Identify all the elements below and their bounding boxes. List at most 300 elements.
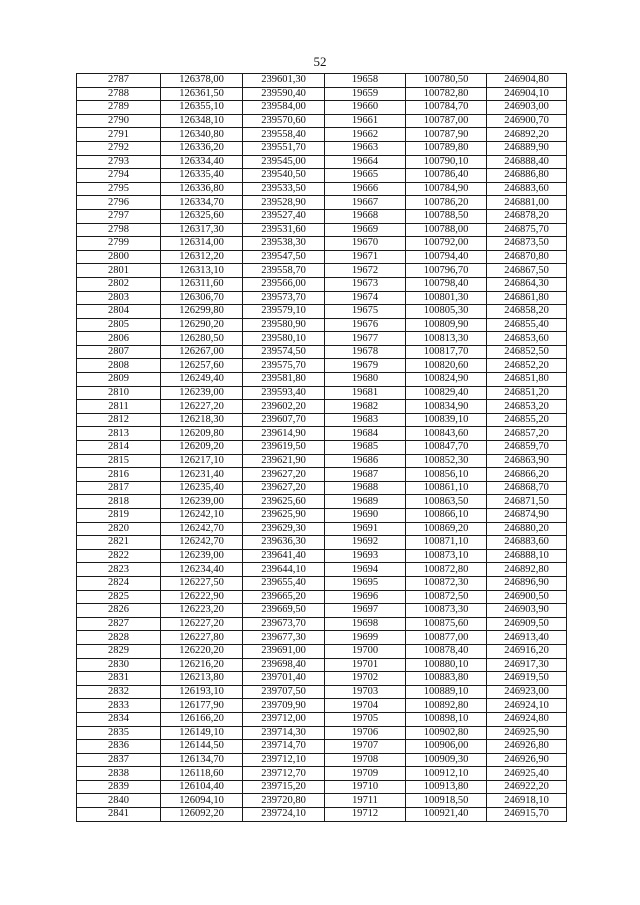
table-cell-right-y-coordinate: 246918,10	[487, 794, 567, 808]
table-cell-left-y-coordinate: 239641,40	[243, 549, 325, 563]
table-row	[77, 658, 567, 672]
table-cell-left-point-number: 2840	[77, 794, 161, 808]
table-cell-right-point-number: 19700	[325, 644, 406, 658]
table-cell-right-y-coordinate: 246903,90	[487, 604, 567, 618]
table-row	[77, 74, 567, 88]
table-cell-left-x-coordinate: 126239,00	[161, 495, 243, 509]
table-cell-right-x-coordinate: 100906,00	[406, 740, 487, 754]
table-cell-left-y-coordinate: 239579,10	[243, 305, 325, 319]
table-cell-left-point-number: 2835	[77, 726, 161, 740]
table-cell-left-x-coordinate: 126317,30	[161, 223, 243, 237]
table-cell-left-y-coordinate: 239709,90	[243, 699, 325, 713]
table-cell-right-x-coordinate: 100787,00	[406, 114, 487, 128]
table-cell-left-point-number: 2819	[77, 509, 161, 523]
table-cell-left-point-number: 2803	[77, 291, 161, 305]
table-cell-right-y-coordinate: 246880,20	[487, 522, 567, 536]
coordinates-table-body	[77, 74, 567, 822]
table-cell-right-x-coordinate: 100787,90	[406, 128, 487, 142]
table-cell-left-point-number: 2813	[77, 427, 161, 441]
table-cell-left-x-coordinate: 126361,50	[161, 87, 243, 101]
table-row	[77, 509, 567, 523]
table-cell-left-point-number: 2839	[77, 780, 161, 794]
table-cell-left-x-coordinate: 126334,40	[161, 155, 243, 169]
table-cell-right-point-number: 19668	[325, 209, 406, 223]
table-cell-right-point-number: 19703	[325, 685, 406, 699]
table-cell-right-x-coordinate: 100817,70	[406, 345, 487, 359]
table-cell-right-x-coordinate: 100788,00	[406, 223, 487, 237]
table-cell-left-x-coordinate: 126149,10	[161, 726, 243, 740]
table-cell-left-y-coordinate: 239558,70	[243, 264, 325, 278]
table-cell-left-point-number: 2830	[77, 658, 161, 672]
table-cell-right-x-coordinate: 100912,10	[406, 767, 487, 781]
table-cell-left-x-coordinate: 126325,60	[161, 209, 243, 223]
table-cell-left-x-coordinate: 126227,20	[161, 400, 243, 414]
table-cell-left-point-number: 2828	[77, 631, 161, 645]
table-cell-right-point-number: 19712	[325, 808, 406, 822]
table-cell-right-y-coordinate: 246892,80	[487, 563, 567, 577]
table-cell-left-x-coordinate: 126335,40	[161, 169, 243, 183]
table-cell-right-y-coordinate: 246892,20	[487, 128, 567, 142]
table-cell-right-point-number: 19682	[325, 400, 406, 414]
table-row	[77, 454, 567, 468]
table-cell-right-x-coordinate: 100788,50	[406, 209, 487, 223]
table-cell-left-point-number: 2818	[77, 495, 161, 509]
table-row	[77, 549, 567, 563]
table-cell-right-x-coordinate: 100869,20	[406, 522, 487, 536]
table-cell-left-y-coordinate: 239715,20	[243, 780, 325, 794]
table-cell-right-y-coordinate: 246853,20	[487, 400, 567, 414]
table-cell-left-point-number: 2805	[77, 318, 161, 332]
table-cell-right-x-coordinate: 100801,30	[406, 291, 487, 305]
table-cell-left-x-coordinate: 126348,10	[161, 114, 243, 128]
table-row	[77, 182, 567, 196]
table-cell-left-y-coordinate: 239601,30	[243, 74, 325, 88]
table-cell-right-point-number: 19709	[325, 767, 406, 781]
table-cell-right-point-number: 19708	[325, 753, 406, 767]
table-cell-right-point-number: 19702	[325, 672, 406, 686]
table-cell-right-point-number: 19696	[325, 590, 406, 604]
table-cell-left-x-coordinate: 126193,10	[161, 685, 243, 699]
table-cell-right-y-coordinate: 246922,20	[487, 780, 567, 794]
table-cell-right-y-coordinate: 246923,00	[487, 685, 567, 699]
table-cell-right-point-number: 19686	[325, 454, 406, 468]
table-cell-left-x-coordinate: 126227,80	[161, 631, 243, 645]
table-cell-right-y-coordinate: 246867,50	[487, 264, 567, 278]
table-cell-right-x-coordinate: 100780,50	[406, 74, 487, 88]
table-cell-left-point-number: 2791	[77, 128, 161, 142]
table-cell-left-x-coordinate: 126231,40	[161, 468, 243, 482]
table-row	[77, 209, 567, 223]
table-cell-left-x-coordinate: 126094,10	[161, 794, 243, 808]
table-cell-left-point-number: 2802	[77, 277, 161, 291]
table-cell-left-y-coordinate: 239545,00	[243, 155, 325, 169]
table-cell-left-point-number: 2788	[77, 87, 161, 101]
table-row	[77, 794, 567, 808]
table-row	[77, 386, 567, 400]
table-cell-left-y-coordinate: 239712,10	[243, 753, 325, 767]
table-cell-right-x-coordinate: 100786,40	[406, 169, 487, 183]
table-cell-right-x-coordinate: 100839,10	[406, 413, 487, 427]
table-row	[77, 359, 567, 373]
table-cell-left-x-coordinate: 126218,30	[161, 413, 243, 427]
table-cell-left-x-coordinate: 126144,50	[161, 740, 243, 754]
table-cell-right-x-coordinate: 100913,80	[406, 780, 487, 794]
table-cell-left-x-coordinate: 126209,80	[161, 427, 243, 441]
table-cell-left-point-number: 2832	[77, 685, 161, 699]
table-cell-left-y-coordinate: 239602,20	[243, 400, 325, 414]
table-cell-right-y-coordinate: 246926,90	[487, 753, 567, 767]
table-cell-left-point-number: 2792	[77, 141, 161, 155]
table-cell-left-x-coordinate: 126213,80	[161, 672, 243, 686]
table-cell-left-y-coordinate: 239698,40	[243, 658, 325, 672]
table-cell-left-x-coordinate: 126312,20	[161, 250, 243, 264]
table-cell-left-y-coordinate: 239621,90	[243, 454, 325, 468]
table-cell-right-point-number: 19675	[325, 305, 406, 319]
table-cell-left-y-coordinate: 239570,60	[243, 114, 325, 128]
table-cell-left-point-number: 2824	[77, 576, 161, 590]
table-cell-left-point-number: 2826	[77, 604, 161, 618]
table-cell-right-point-number: 19661	[325, 114, 406, 128]
table-cell-left-x-coordinate: 126257,60	[161, 359, 243, 373]
table-row	[77, 740, 567, 754]
table-cell-left-x-coordinate: 126280,50	[161, 332, 243, 346]
table-cell-right-y-coordinate: 246857,20	[487, 427, 567, 441]
table-cell-left-point-number: 2808	[77, 359, 161, 373]
table-cell-right-y-coordinate: 246913,40	[487, 631, 567, 645]
table-cell-left-y-coordinate: 239701,40	[243, 672, 325, 686]
table-cell-right-x-coordinate: 100889,10	[406, 685, 487, 699]
table-cell-left-point-number: 2789	[77, 101, 161, 115]
table-row	[77, 128, 567, 142]
table-cell-left-point-number: 2821	[77, 536, 161, 550]
table-cell-right-point-number: 19711	[325, 794, 406, 808]
table-cell-right-y-coordinate: 246925,90	[487, 726, 567, 740]
table-cell-left-y-coordinate: 239724,10	[243, 808, 325, 822]
table-cell-left-y-coordinate: 239581,80	[243, 373, 325, 387]
table-cell-right-point-number: 19666	[325, 182, 406, 196]
table-cell-right-x-coordinate: 100880,10	[406, 658, 487, 672]
table-row	[77, 631, 567, 645]
table-cell-left-point-number: 2801	[77, 264, 161, 278]
table-cell-right-y-coordinate: 246859,70	[487, 441, 567, 455]
table-cell-right-point-number: 19671	[325, 250, 406, 264]
table-cell-left-x-coordinate: 126092,20	[161, 808, 243, 822]
table-cell-left-point-number: 2841	[77, 808, 161, 822]
table-cell-right-y-coordinate: 246866,20	[487, 468, 567, 482]
table-cell-right-x-coordinate: 100805,30	[406, 305, 487, 319]
table-cell-left-point-number: 2806	[77, 332, 161, 346]
table-cell-left-x-coordinate: 126235,40	[161, 481, 243, 495]
table-row	[77, 291, 567, 305]
table-cell-right-point-number: 19665	[325, 169, 406, 183]
table-cell-right-point-number: 19685	[325, 441, 406, 455]
table-cell-right-x-coordinate: 100878,40	[406, 644, 487, 658]
table-cell-left-point-number: 2816	[77, 468, 161, 482]
table-row	[77, 685, 567, 699]
table-cell-right-point-number: 19669	[325, 223, 406, 237]
table-cell-right-x-coordinate: 100794,40	[406, 250, 487, 264]
table-cell-left-x-coordinate: 126216,20	[161, 658, 243, 672]
table-cell-right-y-coordinate: 246863,90	[487, 454, 567, 468]
table-cell-right-point-number: 19689	[325, 495, 406, 509]
table-cell-right-y-coordinate: 246903,00	[487, 101, 567, 115]
table-cell-right-x-coordinate: 100843,60	[406, 427, 487, 441]
table-cell-left-point-number: 2838	[77, 767, 161, 781]
table-cell-right-point-number: 19707	[325, 740, 406, 754]
table-row	[77, 237, 567, 251]
table-cell-right-x-coordinate: 100892,80	[406, 699, 487, 713]
table-cell-left-point-number: 2825	[77, 590, 161, 604]
table-cell-right-x-coordinate: 100873,30	[406, 604, 487, 618]
table-cell-right-point-number: 19672	[325, 264, 406, 278]
table-cell-left-y-coordinate: 239669,50	[243, 604, 325, 618]
table-cell-right-x-coordinate: 100789,80	[406, 141, 487, 155]
table-cell-right-x-coordinate: 100872,50	[406, 590, 487, 604]
table-cell-right-x-coordinate: 100856,10	[406, 468, 487, 482]
table-cell-right-x-coordinate: 100861,10	[406, 481, 487, 495]
table-row	[77, 155, 567, 169]
table-cell-left-point-number: 2804	[77, 305, 161, 319]
table-row	[77, 644, 567, 658]
table-cell-right-x-coordinate: 100813,30	[406, 332, 487, 346]
table-row	[77, 617, 567, 631]
table-cell-left-point-number: 2810	[77, 386, 161, 400]
table-cell-left-point-number: 2787	[77, 74, 161, 88]
table-cell-left-y-coordinate: 239712,00	[243, 712, 325, 726]
table-cell-right-y-coordinate: 246868,70	[487, 481, 567, 495]
table-cell-right-point-number: 19698	[325, 617, 406, 631]
table-row	[77, 672, 567, 686]
table-cell-left-y-coordinate: 239533,50	[243, 182, 325, 196]
table-cell-left-y-coordinate: 239590,40	[243, 87, 325, 101]
table-cell-right-y-coordinate: 246904,80	[487, 74, 567, 88]
table-cell-right-x-coordinate: 100824,90	[406, 373, 487, 387]
table-cell-left-x-coordinate: 126234,40	[161, 563, 243, 577]
table-cell-left-x-coordinate: 126340,80	[161, 128, 243, 142]
table-cell-left-point-number: 2800	[77, 250, 161, 264]
table-cell-left-point-number: 2790	[77, 114, 161, 128]
table-cell-left-x-coordinate: 126217,10	[161, 454, 243, 468]
table-cell-left-y-coordinate: 239655,40	[243, 576, 325, 590]
table-cell-right-x-coordinate: 100790,10	[406, 155, 487, 169]
table-cell-right-y-coordinate: 246888,10	[487, 549, 567, 563]
table-cell-right-point-number: 19695	[325, 576, 406, 590]
table-cell-left-y-coordinate: 239691,00	[243, 644, 325, 658]
table-cell-left-x-coordinate: 126355,10	[161, 101, 243, 115]
table-cell-left-x-coordinate: 126311,60	[161, 277, 243, 291]
table-cell-left-point-number: 2794	[77, 169, 161, 183]
table-cell-right-point-number: 19673	[325, 277, 406, 291]
table-cell-right-point-number: 19683	[325, 413, 406, 427]
table-cell-right-x-coordinate: 100782,80	[406, 87, 487, 101]
table-cell-right-y-coordinate: 246883,60	[487, 182, 567, 196]
table-cell-left-y-coordinate: 239619,50	[243, 441, 325, 455]
table-cell-right-x-coordinate: 100883,80	[406, 672, 487, 686]
table-cell-right-y-coordinate: 246924,80	[487, 712, 567, 726]
table-cell-right-point-number: 19699	[325, 631, 406, 645]
table-cell-right-y-coordinate: 246874,90	[487, 509, 567, 523]
table-cell-right-x-coordinate: 100909,30	[406, 753, 487, 767]
table-cell-right-y-coordinate: 246852,20	[487, 359, 567, 373]
table-cell-right-x-coordinate: 100902,80	[406, 726, 487, 740]
table-cell-left-y-coordinate: 239584,00	[243, 101, 325, 115]
table-row	[77, 604, 567, 618]
table-cell-right-x-coordinate: 100918,50	[406, 794, 487, 808]
table-cell-right-y-coordinate: 246855,20	[487, 413, 567, 427]
table-cell-left-point-number: 2834	[77, 712, 161, 726]
table-cell-right-point-number: 19688	[325, 481, 406, 495]
table-row	[77, 87, 567, 101]
table-cell-right-point-number: 19664	[325, 155, 406, 169]
table-cell-left-y-coordinate: 239627,20	[243, 468, 325, 482]
table-row	[77, 441, 567, 455]
table-cell-left-point-number: 2823	[77, 563, 161, 577]
table-row	[77, 114, 567, 128]
table-cell-left-point-number: 2827	[77, 617, 161, 631]
table-cell-right-x-coordinate: 100873,10	[406, 549, 487, 563]
table-cell-right-point-number: 19678	[325, 345, 406, 359]
table-cell-right-point-number: 19676	[325, 318, 406, 332]
table-cell-left-point-number: 2797	[77, 209, 161, 223]
table-cell-right-y-coordinate: 246878,20	[487, 209, 567, 223]
table-cell-left-point-number: 2822	[77, 549, 161, 563]
table-cell-right-point-number: 19710	[325, 780, 406, 794]
table-cell-left-y-coordinate: 239625,60	[243, 495, 325, 509]
table-cell-right-y-coordinate: 246904,10	[487, 87, 567, 101]
table-cell-right-y-coordinate: 246864,30	[487, 277, 567, 291]
table-cell-left-y-coordinate: 239714,30	[243, 726, 325, 740]
table-row	[77, 536, 567, 550]
table-cell-left-point-number: 2814	[77, 441, 161, 455]
table-cell-left-x-coordinate: 126336,20	[161, 141, 243, 155]
table-cell-left-x-coordinate: 126242,70	[161, 536, 243, 550]
table-cell-left-y-coordinate: 239636,30	[243, 536, 325, 550]
page-number: 52	[313, 54, 327, 69]
table-cell-right-x-coordinate: 100866,10	[406, 509, 487, 523]
table-cell-left-y-coordinate: 239566,00	[243, 277, 325, 291]
table-cell-right-point-number: 19670	[325, 237, 406, 251]
table-row	[77, 332, 567, 346]
table-cell-left-x-coordinate: 126166,20	[161, 712, 243, 726]
table-row	[77, 277, 567, 291]
table-cell-left-x-coordinate: 126239,00	[161, 386, 243, 400]
table-cell-left-x-coordinate: 126336,80	[161, 182, 243, 196]
table-cell-right-point-number: 19677	[325, 332, 406, 346]
table-row	[77, 264, 567, 278]
table-cell-left-y-coordinate: 239673,70	[243, 617, 325, 631]
table-row	[77, 400, 567, 414]
table-cell-left-y-coordinate: 239707,50	[243, 685, 325, 699]
table-row	[77, 576, 567, 590]
table-row	[77, 563, 567, 577]
table-cell-left-x-coordinate: 126227,50	[161, 576, 243, 590]
table-cell-left-x-coordinate: 126267,00	[161, 345, 243, 359]
table-cell-left-x-coordinate: 126222,90	[161, 590, 243, 604]
table-cell-right-x-coordinate: 100792,00	[406, 237, 487, 251]
table-cell-left-x-coordinate: 126134,70	[161, 753, 243, 767]
table-cell-right-point-number: 19706	[325, 726, 406, 740]
table-cell-right-y-coordinate: 246900,50	[487, 590, 567, 604]
table-cell-left-x-coordinate: 126209,20	[161, 441, 243, 455]
table-cell-left-point-number: 2831	[77, 672, 161, 686]
table-cell-left-x-coordinate: 126249,40	[161, 373, 243, 387]
table-row	[77, 522, 567, 536]
table-cell-right-point-number: 19697	[325, 604, 406, 618]
table-cell-left-y-coordinate: 239720,80	[243, 794, 325, 808]
table-cell-left-point-number: 2807	[77, 345, 161, 359]
table-cell-left-y-coordinate: 239627,20	[243, 481, 325, 495]
table-cell-right-x-coordinate: 100834,90	[406, 400, 487, 414]
table-cell-left-y-coordinate: 239714,70	[243, 740, 325, 754]
table-cell-right-point-number: 19701	[325, 658, 406, 672]
table-row	[77, 250, 567, 264]
table-cell-left-x-coordinate: 126104,40	[161, 780, 243, 794]
table-cell-left-y-coordinate: 239593,40	[243, 386, 325, 400]
table-cell-left-x-coordinate: 126239,00	[161, 549, 243, 563]
table-row	[77, 345, 567, 359]
table-cell-left-y-coordinate: 239712,70	[243, 767, 325, 781]
table-cell-left-y-coordinate: 239677,30	[243, 631, 325, 645]
table-cell-right-y-coordinate: 246900,70	[487, 114, 567, 128]
table-cell-right-y-coordinate: 246919,50	[487, 672, 567, 686]
table-cell-right-y-coordinate: 246916,20	[487, 644, 567, 658]
table-row	[77, 481, 567, 495]
table-cell-right-y-coordinate: 246852,50	[487, 345, 567, 359]
table-cell-right-point-number: 19704	[325, 699, 406, 713]
table-cell-left-x-coordinate: 126378,00	[161, 74, 243, 88]
table-cell-left-y-coordinate: 239558,40	[243, 128, 325, 142]
table-cell-right-y-coordinate: 246888,40	[487, 155, 567, 169]
table-cell-right-y-coordinate: 246924,10	[487, 699, 567, 713]
table-cell-right-y-coordinate: 246883,60	[487, 536, 567, 550]
table-cell-right-x-coordinate: 100872,30	[406, 576, 487, 590]
table-cell-right-y-coordinate: 246886,80	[487, 169, 567, 183]
table-cell-right-x-coordinate: 100921,40	[406, 808, 487, 822]
table-cell-right-x-coordinate: 100798,40	[406, 277, 487, 291]
table-cell-right-x-coordinate: 100852,30	[406, 454, 487, 468]
table-cell-right-point-number: 19674	[325, 291, 406, 305]
table-cell-left-y-coordinate: 239580,10	[243, 332, 325, 346]
table-row	[77, 169, 567, 183]
table-cell-right-x-coordinate: 100871,10	[406, 536, 487, 550]
table-cell-right-point-number: 19691	[325, 522, 406, 536]
table-cell-left-point-number: 2829	[77, 644, 161, 658]
table-cell-left-point-number: 2811	[77, 400, 161, 414]
table-cell-right-y-coordinate: 246853,60	[487, 332, 567, 346]
table-cell-right-point-number: 19705	[325, 712, 406, 726]
table-cell-left-point-number: 2820	[77, 522, 161, 536]
table-cell-right-y-coordinate: 246851,80	[487, 373, 567, 387]
table-cell-left-x-coordinate: 126334,70	[161, 196, 243, 210]
table-cell-left-y-coordinate: 239614,90	[243, 427, 325, 441]
table-cell-right-y-coordinate: 246875,70	[487, 223, 567, 237]
table-cell-right-y-coordinate: 246861,80	[487, 291, 567, 305]
table-cell-left-point-number: 2796	[77, 196, 161, 210]
table-cell-right-point-number: 19694	[325, 563, 406, 577]
table-cell-left-y-coordinate: 239665,20	[243, 590, 325, 604]
table-cell-right-point-number: 19681	[325, 386, 406, 400]
table-cell-left-point-number: 2836	[77, 740, 161, 754]
table-cell-right-x-coordinate: 100847,70	[406, 441, 487, 455]
table-cell-left-point-number: 2833	[77, 699, 161, 713]
table-cell-right-x-coordinate: 100796,70	[406, 264, 487, 278]
table-row	[77, 495, 567, 509]
table-row	[77, 413, 567, 427]
table-row	[77, 767, 567, 781]
table-cell-right-point-number: 19662	[325, 128, 406, 142]
table-cell-left-y-coordinate: 239538,30	[243, 237, 325, 251]
table-row	[77, 223, 567, 237]
